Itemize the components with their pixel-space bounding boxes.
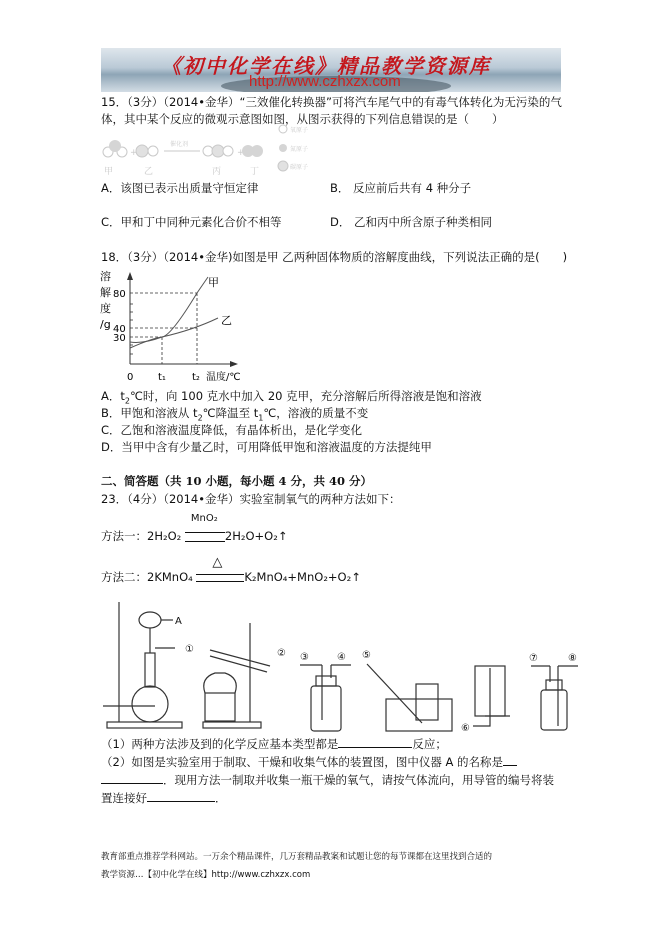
label-jia: 甲 xyxy=(104,167,114,177)
q18-stem: 18．（3分）（2014•金华)如图是甲 乙两种固体物质的溶解度曲线，下列说法正确的是( ) xyxy=(101,250,568,264)
q23-part2-line3: 置连接好 ． xyxy=(101,791,227,805)
xtick-0: 0 xyxy=(127,372,134,383)
footer-line2: 教学资源…【初中化学在线】http://www.czhxzx.com xyxy=(101,870,311,880)
site-banner xyxy=(101,48,561,92)
q15-option-b: B． 反应前后共有 4 种分子 xyxy=(330,181,472,195)
q23-part1: （1）两种方法涉及到的化学反应基本类型都是 反应； xyxy=(101,737,447,751)
legend-nitrogen: 氮原子 xyxy=(290,146,309,153)
q15-option-d: D． 乙和丙中所含原子种类相同 xyxy=(330,215,493,229)
ytick-80: 80 xyxy=(113,289,126,300)
q23-stem: 23．（4分）（2014•金华）实验室制氧气的两种方法如下： xyxy=(101,492,401,506)
label-ding: 丁 xyxy=(250,167,260,177)
curve-yi xyxy=(130,318,218,342)
label-bing: 丙 xyxy=(212,167,222,177)
q18-option-a: A．$t_2℃$时，向 100 克水中加入 20 克甲，充分溶解后所得溶液是饱和溶液 xyxy=(101,389,482,406)
method1: 方法一：2H₂O₂ MnO₂ 2H₂O+O₂↑ xyxy=(101,512,288,543)
port-2: ② xyxy=(277,648,286,659)
xlabel: 温度/℃ xyxy=(206,372,241,383)
q23-part2-line1: （2）如图是实验室用于制取、干燥和收集气体的装置图，图中仪器 A 的名称是 xyxy=(101,753,517,770)
q15-molecule-diagram xyxy=(100,124,320,180)
q15-option-c: C．甲和丁中同种元素化合价不相等 xyxy=(101,215,282,229)
port-8: ⑧ xyxy=(568,653,577,664)
xtick-t2: t₂ xyxy=(192,372,200,383)
port-4: ④ xyxy=(337,652,346,663)
banner-url[interactable]: http://www.czhxzx.com xyxy=(249,73,401,90)
port-3: ③ xyxy=(300,652,309,663)
svg-text:+: + xyxy=(130,148,138,158)
method1-condition: MnO₂ xyxy=(190,512,218,524)
label-yi: 乙 xyxy=(144,167,154,177)
answer-blank-2b[interactable] xyxy=(101,771,163,784)
xtick-t1: t₁ xyxy=(158,372,166,383)
answer-blank-2a[interactable] xyxy=(503,753,517,766)
apparatus-diagram xyxy=(95,598,585,733)
method2-condition: △ xyxy=(212,554,223,570)
answer-blank-3[interactable] xyxy=(147,789,215,802)
footer-line1: 教育部重点推荐学科网站。一万余个精品课件，几万套精品教案和试题让您的每节课都在这里找到合适的 xyxy=(101,852,493,862)
series-label-yi: 乙 xyxy=(221,314,232,327)
banner-title: 《初中化学在线》精品教学资源库 xyxy=(161,54,491,78)
ytick-40: 40 xyxy=(113,324,126,335)
q18-option-d: D．当甲中含有少量乙时，可用降低甲饱和溶液温度的方法提纯甲 xyxy=(101,440,432,454)
method2: 方法二：2KMnO₄ △ K₂MnO₄+MnO₂+O₂↑ xyxy=(101,554,361,584)
ylabel-1: 溶 xyxy=(100,270,111,283)
section-heading: 二、简答题（共 10 小题，每小题 4 分，共 40 分） xyxy=(101,474,373,488)
ytick-30: 30 xyxy=(113,333,126,344)
answer-blank-1[interactable] xyxy=(338,735,412,748)
legend-carbon: 碳原子 xyxy=(290,164,309,171)
q15-stem-line2: 体，其中某个反应的微观示意图如图，从图示获得的下列信息错误的是（ ） xyxy=(101,112,504,126)
ylabel-2: 解 xyxy=(100,286,111,299)
legend-oxygen: 氧原子 xyxy=(290,127,309,134)
port-6: ⑥ xyxy=(461,723,470,733)
solubility-chart xyxy=(98,268,248,388)
port-1: ① xyxy=(185,644,194,655)
label-A: A xyxy=(175,616,182,627)
ylabel-3: 度 xyxy=(100,302,111,315)
svg-text:+: + xyxy=(237,148,245,158)
ylabel-4: /g xyxy=(100,318,111,331)
q15-stem-line1: 15．（3分）（2014•金华）“三效催化转换器”可将汽车尾气中的有毒气体转化为无污染的气 xyxy=(101,95,562,109)
q23-part2-line2: ．现用方法一制取并收集一瓶干燥的氧气，请按气体流向，用导管的编号将装 xyxy=(101,771,554,788)
port-7: ⑦ xyxy=(529,653,538,664)
series-label-jia: 甲 xyxy=(208,276,219,289)
q18-option-c: C．乙饱和溶液温度降低，有晶体析出，是化学变化 xyxy=(101,423,363,437)
q18-option-b: B．甲饱和溶液从 $t_2℃$降温至 $t_1℃$，溶液的质量不变 xyxy=(101,406,369,423)
q15-option-a: A．该图已表示出质量守恒定律 xyxy=(101,181,259,195)
catalyst-label: 催化剂 xyxy=(170,141,189,148)
port-5: ⑤ xyxy=(362,650,371,661)
